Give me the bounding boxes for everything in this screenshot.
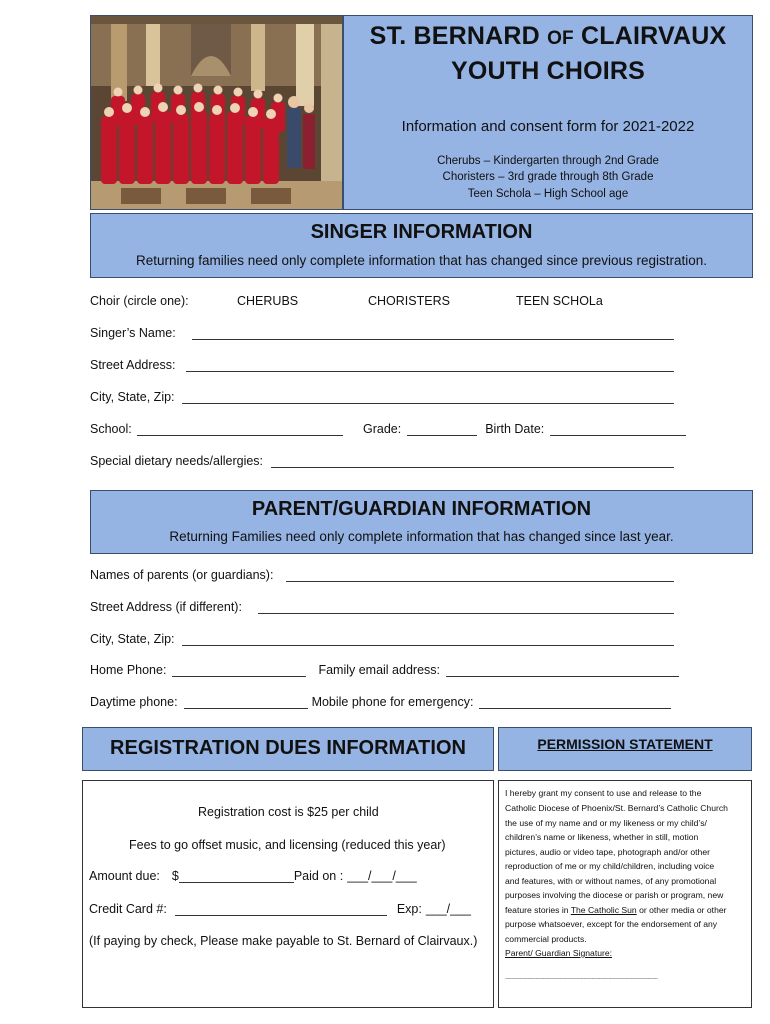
choir-photo-illustration xyxy=(91,16,342,209)
amount-due-field[interactable] xyxy=(179,870,294,883)
dietary-row xyxy=(90,454,674,468)
singer-city-row xyxy=(90,390,674,404)
permission-box xyxy=(498,780,752,1008)
parent-street-label: Street Address (if different): xyxy=(90,600,242,614)
form-subtitle: Information and consent form for 2021-2022 xyxy=(401,118,695,135)
family-email-label: Family email address: xyxy=(318,663,441,677)
parent-names-row xyxy=(90,568,674,582)
permission-line-6: reproduction of me or my child/children, including voice xyxy=(505,861,715,871)
amount-dollar-sign: $ xyxy=(171,869,179,883)
permission-line-7: and features, with or without names, of any promotional xyxy=(505,876,717,886)
credit-card-row xyxy=(89,902,471,916)
dietary-field[interactable] xyxy=(271,455,674,468)
paid-on-label: Paid on : xyxy=(293,869,344,883)
singer-street-field[interactable] xyxy=(186,359,674,372)
singer-school-row xyxy=(90,422,686,436)
singer-street-row xyxy=(90,358,674,372)
choir-selection-row xyxy=(90,294,189,308)
parent-city-field[interactable] xyxy=(182,633,674,646)
singer-city-label: City, State, Zip: xyxy=(90,390,175,404)
permission-line-1: I hereby grant my consent to use and release to the xyxy=(505,788,702,798)
credit-card-label: Credit Card #: xyxy=(89,902,167,916)
singer-name-label: Singer’s Name: xyxy=(90,326,176,340)
grade-field[interactable] xyxy=(407,423,477,436)
level-cherubs: Cherubs – Kindergarten through 2nd Grade xyxy=(437,155,659,167)
singer-street-label: Street Address: xyxy=(90,358,176,372)
amount-due-label: Amount due: xyxy=(89,869,160,883)
singer-section-subtitle: Returning families need only complete information that has changed since previous registration. xyxy=(135,253,708,268)
parent-street-row xyxy=(90,600,674,614)
permission-line-8: purposes involving the diocese or parish or program, new xyxy=(505,890,724,900)
choir-option-choristers[interactable]: CHORISTERS xyxy=(368,294,450,308)
permission-line-3: the use of my name and or my likeness or my child’s/ xyxy=(505,818,707,828)
school-field[interactable] xyxy=(137,423,343,436)
parent-names-label: Names of parents (or guardians): xyxy=(90,568,274,582)
dues-section-header xyxy=(82,727,494,771)
permission-line-11: commercial products. xyxy=(505,934,587,944)
signature-label: Parent/ Guardian Signature: xyxy=(505,948,613,958)
parent-names-field[interactable] xyxy=(286,569,674,582)
choir-option-teen-schola[interactable]: TEEN SCHOLa xyxy=(516,294,603,308)
singer-name-row xyxy=(90,326,674,340)
family-email-field[interactable] xyxy=(446,664,679,677)
parent-city-label: City, State, Zip: xyxy=(90,632,175,646)
singer-city-field[interactable] xyxy=(182,391,674,404)
parent-section-title: PARENT/GUARDIAN INFORMATION xyxy=(251,498,592,520)
signature-field[interactable]: ------------------------------------------------------------------------------------------ xyxy=(505,976,658,982)
parent-city-row xyxy=(90,632,674,646)
birth-date-field[interactable] xyxy=(550,423,686,436)
parent-section-header xyxy=(90,490,753,554)
choir-title-line1: ST. BERNARD OF CLAIRVAUX xyxy=(369,22,727,50)
choir-option-cherubs[interactable]: CHERUBS xyxy=(237,294,299,308)
permission-line-2: Catholic Diocese of Phoenix/St. Bernard’s Catholic Church xyxy=(505,803,728,813)
daytime-phone-label: Daytime phone: xyxy=(90,695,178,709)
level-teen-schola: Teen Schola – High School age xyxy=(467,188,629,200)
exp-field[interactable]: ___/___ xyxy=(425,902,472,916)
choir-title-line2: YOUTH CHOIRS xyxy=(450,57,646,85)
mobile-phone-label: Mobile phone for emergency: xyxy=(311,695,474,709)
school-label: School: xyxy=(90,422,132,436)
parent-section-subtitle: Returning Families need only complete information that has changed since last year. xyxy=(169,529,674,544)
credit-card-field[interactable] xyxy=(175,903,387,916)
singer-name-field[interactable] xyxy=(192,327,674,340)
catholic-sun-link[interactable]: The Catholic Sun xyxy=(570,905,637,915)
permission-line-5: pictures, audio or video tape, photograph and/or other xyxy=(505,847,710,857)
dues-section-title: REGISTRATION DUES INFORMATION xyxy=(110,737,466,759)
singer-section-title: SINGER INFORMATION xyxy=(310,221,533,243)
daytime-phone-field[interactable] xyxy=(184,696,308,709)
choir-photo xyxy=(90,15,343,210)
home-phone-field[interactable] xyxy=(172,664,306,677)
permission-line-10: purpose whatsoever, except for the endorsement of any xyxy=(505,919,718,929)
check-payable-note: (If paying by check, Please make payable to St. Bernard of Clairvaux.) xyxy=(89,934,478,948)
permission-line-4: children’s name or likeness, whether in still, motion xyxy=(505,832,699,842)
dues-box xyxy=(82,780,494,1008)
permission-section-title: PERMISSION STATEMENT xyxy=(537,736,713,752)
fees-note: Fees to go offset music, and licensing (reduced this year) xyxy=(129,838,446,852)
daytime-phone-row xyxy=(90,695,671,709)
choir-label: Choir (circle one): xyxy=(90,294,189,308)
birth-date-label: Birth Date: xyxy=(485,422,545,436)
home-phone-row xyxy=(90,663,679,677)
mobile-phone-field[interactable] xyxy=(479,696,671,709)
permission-section-header xyxy=(498,727,752,771)
exp-label: Exp: xyxy=(396,902,422,916)
grade-label: Grade: xyxy=(363,422,402,436)
amount-due-row xyxy=(89,869,417,883)
dietary-label: Special dietary needs/allergies: xyxy=(90,454,264,468)
singer-section-header xyxy=(90,213,753,278)
paid-on-field[interactable]: ___/___/___ xyxy=(347,869,417,883)
registration-cost: Registration cost is $25 per child xyxy=(198,805,379,819)
level-choristers: Choristers – 3rd grade through 8th Grade xyxy=(442,171,654,183)
header-title-box xyxy=(343,15,753,210)
parent-street-field[interactable] xyxy=(258,601,674,614)
permission-line-9: feature stories in The Catholic Sun or other media or other xyxy=(505,905,727,915)
home-phone-label: Home Phone: xyxy=(90,663,167,677)
